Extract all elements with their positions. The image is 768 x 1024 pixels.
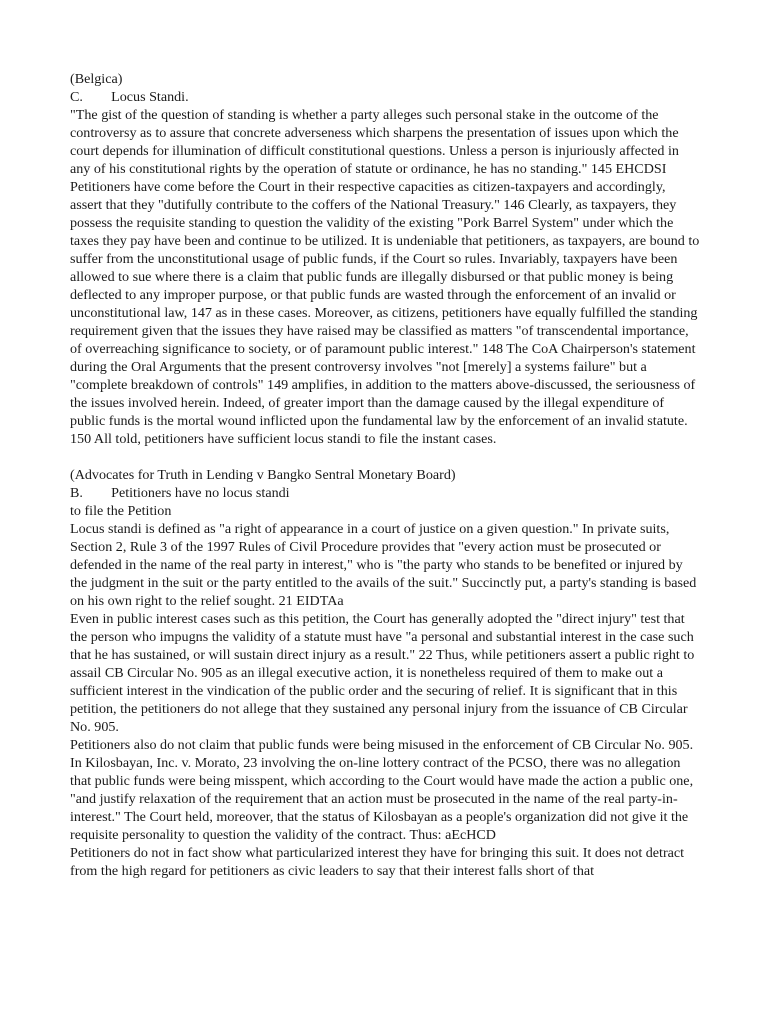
paragraph-direct-injury-test: Even in public interest cases such as this petition, the Court has generally adopted the "direct injury" test that the person who impugns the validity of a statute must have "a personal and substantial interest in the case such that he has sustained, or will sustain direct injury as a result." 22 Thus, while petitioners assert a public right to assail CB Circular No. 905 as an illegal executive action, it is nonetheless required of them to make out a sufficient interest in the vindication of the public order and the securing of relief. It is significant that in this petition, the petitioners do not allege that they sustained any personal injury from the issuance of CB Circular No. 905. <box>70 611 695 735</box>
paragraph-kilosbayan: Petitioners also do not claim that public funds were being misused in the enforcement of CB Circular No. 905. In Kilosbayan, Inc. v. Morato, 23 involving the on-line lottery contract of the PCSO, there was no allegation that public funds were being misspent, which according to the Court would have made the action a public one, "and justify relaxation of the requirement that an action must be prosecuted in the name of the real party-in-interest." The Court held, moreover, that the status of Kilosbayan as a people's organization did not give it the requisite personality to question the validity of the contract. Thus: aEcHCD <box>70 737 694 843</box>
paragraph-spacer <box>70 448 700 466</box>
case-name-belgica: (Belgica) <box>70 71 123 87</box>
paragraph-locus-standi-definition: Locus standi is defined as "a right of appearance in a court of justice on a given question." In private suits, Section 2, Rule 3 of the 1997 Rules of Civil Procedure provides that "every action must be prosecuted or defended in the name of the real party in interest," who is "the party who stands to be benefited or injured by the judgment in the suit or the party entitled to the avails of the suit." Succinctly put, a party's standing is based on his own right to the relief sought. 21 EIDTAa <box>70 521 697 609</box>
section-subheading: to file the Petition <box>70 503 172 519</box>
section-heading-no-locus-standi: B. Petitioners have no locus standi <box>70 485 290 501</box>
case-name-advocates: (Advocates for Truth in Lending v Bangko Sentral Monetary Board) <box>70 467 456 483</box>
document-page <box>70 70 700 880</box>
paragraph-petitioners-taxpayers: Petitioners have come before the Court in their respective capacities as citizen-taxpayers and accordingly, assert that they "dutifully contribute to the coffers of the National Treasury." 146 Clearly, as taxpayers, they possess the requisite standing to question the validity of the existing "Pork Barrel System" under which the taxes they pay have been and continue to be utilized. It is undeniable that petitioners, as taxpayers, are bound to suffer from the unconstitutional usage of public funds, if the Court so rules. Invariably, taxpayers have been allowed to sue where there is a claim that public funds are illegally disbursed or that public money is being deflected to any improper purpose, or that public funds are wasted through the enforcement of an invalid or unconstitutional law, 147 as in these cases. Moreover, as citizens, petitioners have equally fulfilled the standing requirement given that the issues they have raised may be classified as matters "of transcendental importance, of overreaching significance to society, or of paramount public interest." 148 The CoA Chairperson's statement during the Oral Arguments that the present controversy involves "not [merely] a systems failure" but a "complete breakdown of controls" 149 amplifies, in addition to the matters above-discussed, the seriousness of the issues involved herein. Indeed, of greater import than the damage caused by the illegal expenditure of public funds is the mortal wound inflicted upon the fundamental law by the enforcement of an invalid statute. 150 All told, petitioners have sufficient locus standi to file the instant cases. <box>70 179 700 447</box>
paragraph-quote-standing: "The gist of the question of standing is whether a party alleges such personal stake in the outcome of the controversy as to assure that concrete adverseness which sharpens the presentation of issues upon which the court depends for illumination of difficult constitutional questions. Unless a person is injuriously affected in any of his constitutional rights by the operation of statute or ordinance, he has no standing." 145 EHCDSI <box>70 107 679 177</box>
paragraph-particularized-interest: Petitioners do not in fact show what particularized interest they have for bringing this suit. It does not detract from the high regard for petitioners as civic leaders to say that their interest falls short of that <box>70 845 685 879</box>
section-heading-locus-standi: C. Locus Standi. <box>70 89 189 105</box>
